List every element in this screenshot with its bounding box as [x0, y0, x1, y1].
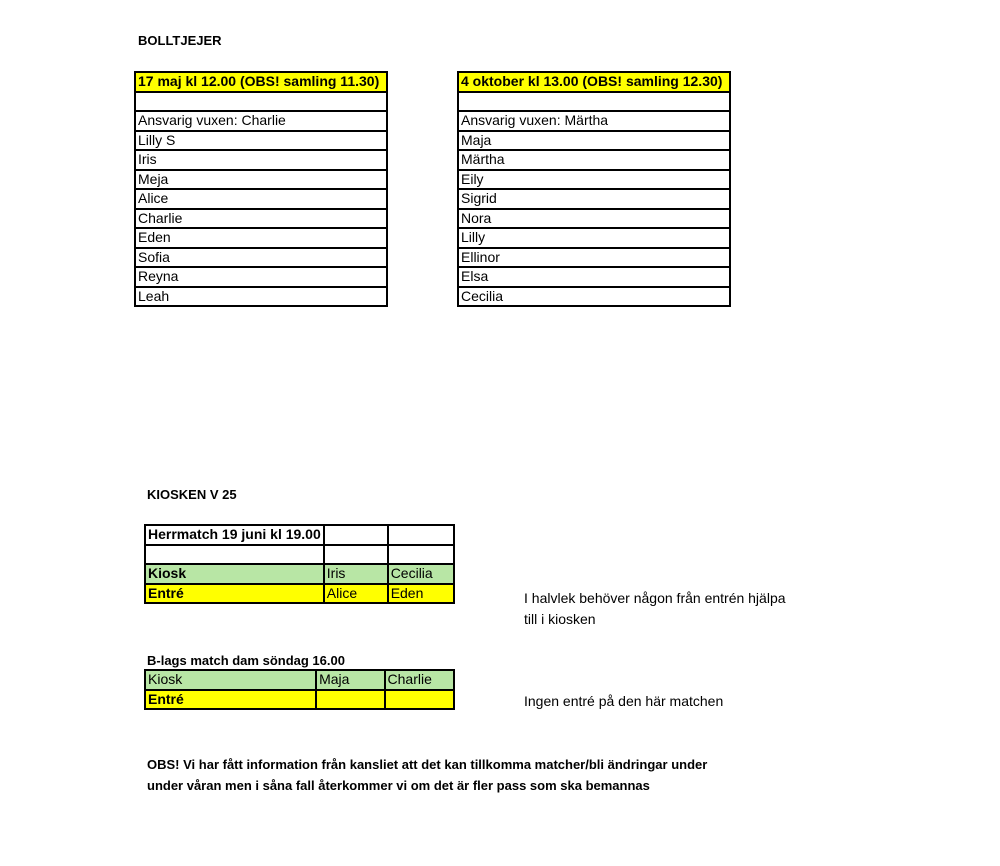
bolltjejer-title: BOLLTJEJER: [138, 33, 222, 48]
table-row: Eily: [458, 170, 730, 190]
obs-line2: under våran men i såna fall återkommer vi om det är fler pass som ska bemannas: [147, 778, 650, 793]
table-row: Sigrid: [458, 189, 730, 209]
match2-title: B-lags match dam söndag 16.00: [147, 653, 345, 668]
table-row: Reyna: [135, 267, 387, 287]
table-row: Elsa: [458, 267, 730, 287]
table-cell: [324, 525, 388, 545]
table-row: Leah: [135, 287, 387, 307]
table-cell: [145, 545, 324, 565]
bolltjejer-table-right: [457, 71, 731, 307]
match1-table: [144, 524, 455, 604]
right-empty-row: [458, 92, 730, 112]
table-row: Nora: [458, 209, 730, 229]
match1-note-line1: I halvlek behöver någon från entrén hjälpa: [524, 590, 786, 606]
match1-note-line2: till i kiosken: [524, 611, 596, 627]
match2-kiosk-label: Kiosk: [145, 670, 316, 690]
table-row: Meja: [135, 170, 387, 190]
obs-line1: OBS! Vi har fått information från kansliet att det kan tillkomma matcher/bli ändringar under: [147, 757, 708, 772]
match1-kiosk-1: Iris: [324, 564, 388, 584]
table-row: Cecilia: [458, 287, 730, 307]
right-responsible: Ansvarig vuxen: Märtha: [458, 111, 730, 131]
bolltjejer-table-left: [134, 71, 388, 307]
table-row: Ellinor: [458, 248, 730, 268]
match1-entre-2: Eden: [388, 584, 454, 604]
table-row: Charlie: [135, 209, 387, 229]
match2-entre-1: [316, 690, 384, 710]
table-row: Lilly: [458, 228, 730, 248]
match1-note: [524, 588, 786, 630]
table-row: Sofia: [135, 248, 387, 268]
left-responsible: Ansvarig vuxen: Charlie: [135, 111, 387, 131]
table-row: Alice: [135, 189, 387, 209]
match2-entre-2: [385, 690, 454, 710]
kiosken-title: KIOSKEN V 25: [147, 487, 237, 502]
match1-entre-1: Alice: [324, 584, 388, 604]
table-row: Eden: [135, 228, 387, 248]
match1-kiosk-label: Kiosk: [145, 564, 324, 584]
table-cell: [324, 545, 388, 565]
match1-header: Herrmatch 19 juni kl 19.00: [145, 525, 324, 545]
table-row: Iris: [135, 150, 387, 170]
match2-kiosk-2: Charlie: [385, 670, 454, 690]
obs-notice: [147, 754, 707, 796]
match2-kiosk-1: Maja: [316, 670, 384, 690]
table-cell: [388, 545, 454, 565]
match1-entre-label: Entré: [145, 584, 324, 604]
table-cell: [388, 525, 454, 545]
match2-note: Ingen entré på den här matchen: [524, 693, 724, 709]
right-header: 4 oktober kl 13.00 (OBS! samling 12.30): [458, 72, 730, 92]
match2-table: [144, 669, 455, 710]
match2-entre-label: Entré: [145, 690, 316, 710]
left-empty-row: [135, 92, 387, 112]
table-row: Maja: [458, 131, 730, 151]
table-row: Märtha: [458, 150, 730, 170]
table-row: Lilly S: [135, 131, 387, 151]
match1-kiosk-2: Cecilia: [388, 564, 454, 584]
left-header: 17 maj kl 12.00 (OBS! samling 11.30): [135, 72, 387, 92]
